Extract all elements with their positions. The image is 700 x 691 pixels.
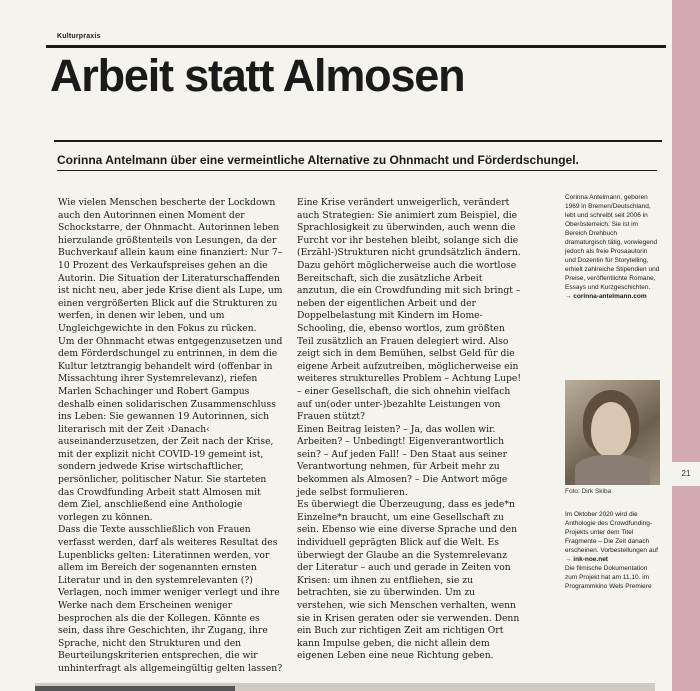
author-photo [565, 380, 660, 485]
paragraph: Um der Ohnmacht etwas entgegenzusetzen und dem Förderdschungel zu entrinnen, in dem die Kultur letztrangig behandelt wird (offenbar in Missachtung ihrer Systemrelevanz), riefen Marlen Schachinger und Robert Gampus deshalb einen solidarischen Zusammenschluss ins Leben: Sie gewannen 19 Autorinnen, sich literarisch mit der Zeit ›Danach‹ auseinanderzusetzen, der Zeit nach der Krise, mit der explizit nicht COVID-19 gemeint ist, sondern jedwede Krise wirtschaftlicher, persönlicher, politischer Natur. Sie starteten das Crowdfunding Arbeit statt Almosen mit dem Ziel, anschließend eine Anthologie vorlegen zu können. [58, 335, 283, 523]
anthology-note [565, 510, 660, 591]
paragraph: Einen Beitrag leisten? – Ja, das wollen wir. Arbeiten? – Unbedingt! Eigenverantwortlich sein? – Auf jeden Fall! – Den Staat aus seiner Verantwortung nehmen, für Arbeit mehr zu bekommen als Almosen? – Die Antwort möge jede selbst formulieren. [297, 423, 508, 498]
paragraph: Es überwiegt die Überzeugung, dass es jede*n Einzelne*n braucht, um eine Gesellschaft zu sein. Ebenso wie eine diverse Sprache und den individuell geprägten Blick auf die Welt. Es überwiegt der Glaube an die Systemrelevanz der Literatur – auch und gerade in Zeiten von Krisen: um ihnen zu entfliehen, sie zu betrachten, sie zu überwinden. Um zu verstehen, wie sich Menschen verhalten, wenn sie in Krisen geraten oder sie verwenden. Denn ein Buch zur richtigen Zeit am richtigen Ort kann Impulse geben, die nicht allein dem eigenen Leben eine neue Richtung geben. [297, 499, 520, 662]
ink-link[interactable]: → ink-noe.net [565, 556, 608, 563]
bottom-bar [35, 683, 655, 691]
article-title: Arbeit statt Almosen [50, 50, 465, 101]
author-link[interactable]: → corinna-antelmann.com [565, 293, 647, 300]
note2-text: Die filmische Dokumentation zum Projekt hat am 11.10. im Programmkino Wels Premiere [565, 565, 652, 590]
article-subtitle: Corinna Antelmann über eine vermeintliche Alternative zu Ohnmacht und Förderdschungel. [57, 153, 579, 167]
page-number: 21 [672, 462, 700, 486]
page-edge [672, 0, 700, 691]
subtitle-rule [54, 140, 662, 142]
top-rule [46, 45, 666, 48]
note-text: Im Oktober 2020 wird die Anthologie des Crowdfunding-Projekts unter dem Titel Fragmente – Die Zeit danach erscheinen. Vorbestellungen auf [565, 511, 658, 554]
paragraph: Eine Krise verändert unweigerlich, verändert auch Strategien: Sie animiert zum Beispiel, die Sprachlosigkeit zu überwinden, auch wenn die Furcht vor ihr bestehen bleibt, solange sich die (Erzähl-)Strukturen nicht grundsätzlich ändern. Dazu gehört möglicherweise auch die wortlose Bereitschaft, sich die zusätzliche Arbeit anzutun, die ein Crowdfunding mit sich bringt – neben der eigentlichen Arbeit und der Doppelbelastung mit Kindern im Home-Schooling, die, ebenso wortlos, zum größten Teil zusätzlich an Frauen delegiert wird. Also zeigt sich in dem Bemühen, selbst Geld für die eigene Arbeit aufzutreiben, möglicherweise ein weiteres strukturelles Problem – Achtung Lupe! – einer Gesellschaft, die sich ohnehin vielfach auf un(oder unter-)bezahlte Leistungen von Frauen stützt? [297, 197, 522, 423]
photo-credit: Foto: Dirk Skiba [565, 488, 612, 495]
section-label: Kulturpraxis [57, 33, 101, 40]
paragraph: Wie vielen Menschen bescherte der Lockdown auch den Autorinnen einen Moment der Schockstarre, der Ohnmacht. Autorinnen leben hierzulande größtenteils von Lesungen, da der Buchverkauf allein kaum eine finanziert: Nur 7–10 Prozent des Verkaufspreises gehen an die Autorin. Die Situation der Literaturschaffenden ist nicht neu, aber jede Krise dient als Lupe, um einen vergrößerten Blick auf die Strukturen zu werfen, in denen wir leben, und um Ungleichgewichte in den Fokus zu rücken. [58, 197, 283, 334]
subtitle-underline [57, 170, 657, 171]
paragraph: Dass die Texte ausschließlich von Frauen verfasst werden, darf als weiteres Resultat des Lupenblicks gelten: Literatinnen werden, vor allem im Bereich der sogenannten ernsten Literatur und in den systemrelevanten (?) Verlagen, noch immer weniger verlegt und ihre Werke nach dem Erscheinen weniger besprochen als die der Kollegen. Könnte es sein, dass ihre Geschichten, ihr Zugang, ihre Sprache, nicht den Strukturen und den Beurteilungskriterien entsprechen, die wir unhinterfragt als allgemeingültig gelten lassen? [58, 524, 283, 674]
bio-text: Corinna Antelmann, geboren 1969 in Bremen/Deutschland, lebt und schreibt seit 2006 in Oberösterreich. Sie ist im Bereich Drehbuch dramaturgisch tätig, vorwiegend jedoch als freie Prosaautorin und Dozentin für Storytelling, erhielt zahlreiche Stipendien und Preise, veröffentlichte Romane, Essays und Kurzgeschichten. [565, 194, 660, 291]
article-column-2 [297, 197, 522, 663]
author-bio [565, 193, 660, 301]
article-column-1 [58, 197, 283, 676]
